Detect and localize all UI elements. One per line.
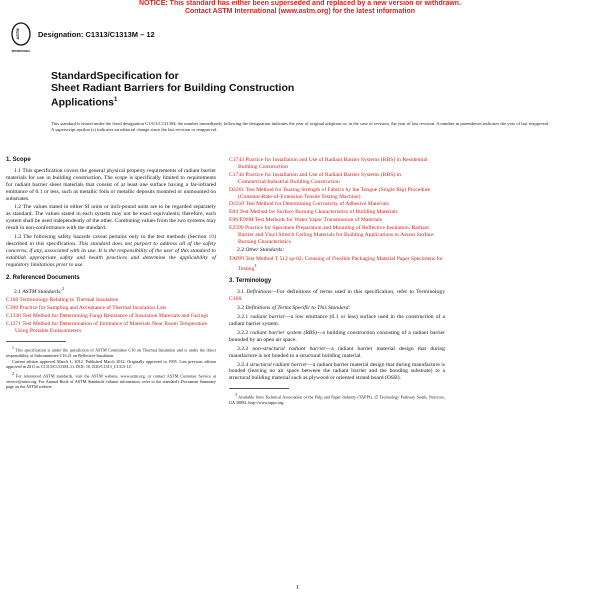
section-10-link[interactable]: 10 xyxy=(208,234,215,241)
astm-standards-label: 2.1 ASTM Standards:$^2$ xyxy=(14,285,65,295)
logo-text: ASTM xyxy=(15,28,20,40)
definition-3-2: 3.2 Definitions of Terms Specific to This Standard: xyxy=(237,305,351,312)
reference-item[interactable]: E2599 Practice for Specimen Preparation and Mounting of Reflective Insulation, Radiant Barrier and Vinyl Stretch Ceiling Materials for Building Applications to Assess Surface Burning Characteristics xyxy=(229,225,434,245)
page-number: 1 xyxy=(296,585,299,591)
logo-subtext: INTERNATIONAL xyxy=(11,51,31,53)
title-line-2: Sheet Radiant Barriers for Building Construction xyxy=(51,82,295,94)
left-column xyxy=(6,153,216,390)
reference-item[interactable]: D3310 Test Method for Determining Corrosivity of Adhesive Materials xyxy=(229,201,389,208)
footnote-1-edition: Current edition approved March 1, 2012. Published March 2012. Originally approved in 1995. Last previous edition approved in 2011 as C1313/C1313M–11. DOI: 10.1520/C1313_C1313-12. xyxy=(6,359,216,370)
footnote-3: $^3$ Available from Technical Association of the Pulp and Paper Industry (TAPPI), 15 Technology Parkway South, Norcross, GA 30092, http://www.tappi.org. xyxy=(229,392,445,406)
reference-item[interactable]: C1744 Practice for Installation and Use of Radiant Barrier Systems (RBS) in Commercial/Industrial Building Construction xyxy=(229,171,401,185)
definition-3-2-4: 3.2.4 structural radiant barrier—a radiant barrier material design that during manufacture is bonded (leaving no air space between the radiant barrier and the bonding substrate) to a structural building material such as plywood or oriented strand board (OSB). xyxy=(229,361,445,382)
paragraph-1-2: 1.2 The values stated in either SI units or inch-pound units are to be regarded separately as standard. The values stated in each system may not be exact equivalents; therefore, each system shall be used independently of the other. Combining values from the two systems may result in non-conformance with the standard. xyxy=(6,204,216,232)
ref-list-left xyxy=(6,297,216,335)
title-line-3: Applications$^1$ xyxy=(51,96,118,109)
scope-heading: 1. Scope xyxy=(6,157,31,163)
definition-3-1: 3.1 Definitions—For definitions of terms used in this specification, refer to Terminology C168. xyxy=(229,289,445,303)
footnote-2: $^2$ For referenced ASTM standards, visit the ASTM website, www.astm.org, or contact ASTM Customer Service at service@astm.org. For Annual Book of ASTM Standards volume information, refer to the standard's Document Summary page on the ASTM website. xyxy=(6,370,216,390)
reference-item[interactable]: E84 Test Method for Surface Burning Characteristics of Building Materials xyxy=(229,209,398,216)
issued-note: This standard is issued under the fixed designation C1313/C1313M; the number immediately following the designation indicates the year of original adoption or, in the case of revision, the year of last revision. A number in parentheses indicates the year of last reapproval. A superscript epsilon (ε) indicates an editorial change since the last revision or reapproval. xyxy=(51,121,550,133)
definition-3-2-1: 3.2.1 radiant barrier—a low emittance (0.1 or less) surface used in the construction of a radiant barrier system. xyxy=(229,314,445,327)
title-line-1: StandardSpecification for xyxy=(51,70,179,82)
reference-item[interactable]: C390 Practice for Sampling and Acceptance of Thermal Insulation Lots xyxy=(6,305,167,312)
other-standards-label: 2.2 Other Standards: xyxy=(237,246,285,253)
right-column xyxy=(229,153,445,406)
paragraph-1-3: 1.3 The following safety hazards caveat pertains only to the test methods (Section 10) described in this specification. This standard does not purport to address all of the safety concerns, if any, associated with its use. It is the responsibility of the user of this standard to establish appropriate safety and health practices and determine the applicability of regulatory limitations prior to use. xyxy=(6,234,217,268)
definition-3-2-2: 3.2.2 radiant barrier system (RBS)—a building construction consisting of a radiant barrier bounded by an open air space. xyxy=(229,329,445,343)
terminology-heading: 3. Terminology xyxy=(229,278,272,285)
reference-item[interactable]: C168 Terminology Relating to Thermal Insulation xyxy=(6,297,119,304)
footnote-divider xyxy=(6,341,66,342)
paragraph-1-1: 1.1 This specification covers the general physical property requirements of radiant barrier materials for use in building construction. The scope is specifically limited to requirements for radiant barrier sheet materials that consist of at least one surface having a far-infrared emittance of 0.1 or less, such as metallic foils or metallic deposits mounted or unmounted on substrates. xyxy=(6,167,216,202)
definition-3-2-3: 3.2.3 non-structural radiant barrier—a radiant barrier material design that during manufacture is not bonded to a structural building material. xyxy=(229,345,445,359)
designation: Designation: C1313/C1313M – 12 xyxy=(38,30,155,39)
tappi-reference[interactable]: TAPPI Test Method T 512 sp-02: Creasing of Flexible Packaging Material Paper Specimens for Testing$^3$ xyxy=(229,255,444,272)
reference-item[interactable]: D2261 Test Method for Tearing Strength of Fabrics by the Tongue (Single Rip) Procedure (Constant-Rate-of-Extension Tensile Testing Machine) xyxy=(229,186,431,200)
astm-logo-icon xyxy=(10,22,32,54)
notice-line-2: Contact ASTM International (www.astm.org) for the latest information xyxy=(184,8,416,15)
reference-item[interactable]: C1743 Practice for Installation and Use of Radiant Barrier Systems (RBS) in Residential Building Construction xyxy=(229,157,428,170)
reference-item[interactable]: E96/E96M Test Methods for Water Vapor Transmission of Materials xyxy=(229,217,382,224)
ref-list-right xyxy=(229,157,445,246)
footnote-divider xyxy=(229,388,289,389)
references-heading: 2. Referenced Documents xyxy=(6,274,80,281)
document-title xyxy=(51,70,351,109)
notice-banner xyxy=(0,0,600,18)
notice-line-1: NOTICE: This standard has either been superseded and replaced by a new version or withdrawn. xyxy=(138,0,462,7)
reference-item[interactable]: C1371 Test Method for Determination of Emittance of Materials Near Room Temperature Using Portable Emissometers xyxy=(6,320,208,334)
c168-link[interactable]: C168 xyxy=(229,296,242,303)
reference-item[interactable]: C1338 Test Method for Determining Fungi Resistance of Insulation Materials and Facings xyxy=(6,313,209,320)
footnote-1: $^1$ This specification is under the jurisdiction of ASTM Committee C16 on Thermal Insulation and is under the direct responsibility of Subcommittee C16.21 on Reflective Insulation. xyxy=(6,344,216,358)
